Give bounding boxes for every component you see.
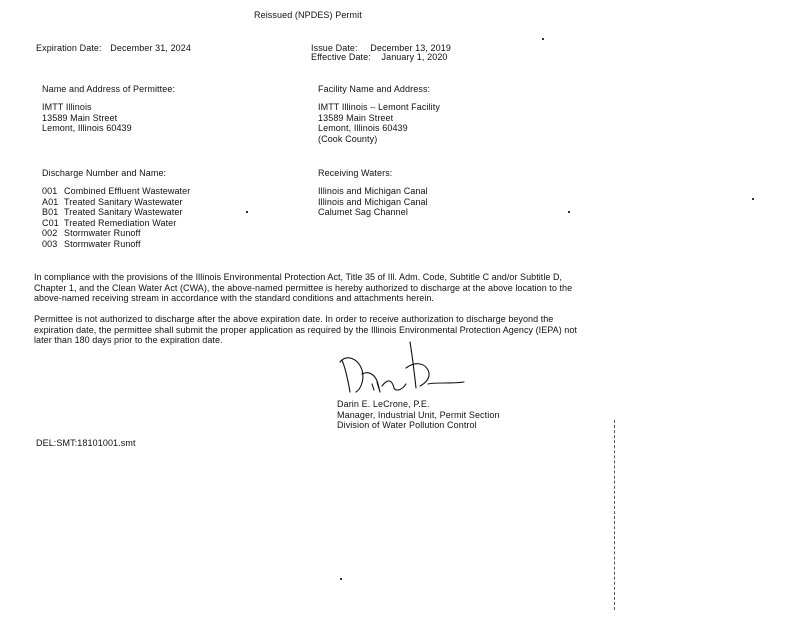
expiry-line: Permittee is not authorized to discharge after the above expiration date. In order to receive authorization to discharge beyond the xyxy=(34,314,554,324)
receiving-water: Illinois and Michigan Canal xyxy=(318,186,428,196)
compliance-line: above-named receiving stream in accordance with the standard conditions and attachments herein. xyxy=(34,293,434,303)
discharge-heading: Discharge Number and Name: xyxy=(42,168,167,178)
signatory-division: Division of Water Pollution Control xyxy=(337,420,477,430)
expiration-label: Expiration Date: xyxy=(36,43,102,53)
expiration-value: December 31, 2024 xyxy=(110,43,191,53)
signatory-name: Darin E. LeCrone, P.E. xyxy=(337,399,430,409)
discharge-row xyxy=(42,218,190,229)
expiry-paragraph xyxy=(34,314,577,346)
expiry-line: later than 180 days prior to the expiration date. xyxy=(34,335,223,345)
discharge-code: 002 xyxy=(42,228,58,238)
scan-speck xyxy=(340,578,342,580)
scan-speck xyxy=(752,198,754,200)
permittee-address xyxy=(42,102,132,134)
permittee-heading: Name and Address of Permittee: xyxy=(42,84,176,94)
discharge-code: 003 xyxy=(42,238,58,249)
receiving-list xyxy=(318,186,428,218)
expiry-line: expiration date, the permittee shall submit the proper application as required by the Illinois Environmental Protection Agency (IEPA) not xyxy=(34,324,577,335)
compliance-line: Chapter 1, and the Clean Water Act (CWA), the above-named permittee is hereby authorized to discharge at the above location to the xyxy=(34,282,573,293)
discharge-name: Stormwater Runoff xyxy=(64,228,141,238)
effective-date xyxy=(311,52,448,63)
facility-heading: Facility Name and Address: xyxy=(318,84,431,94)
discharge-name: Treated Remediation Water xyxy=(64,217,177,228)
issue-label: Issue Date: xyxy=(311,43,358,53)
permittee-line: 13589 Main Street xyxy=(42,112,118,123)
discharge-code: C01 xyxy=(42,217,59,228)
discharge-row xyxy=(42,197,190,208)
receiving-water: Calumet Sag Channel xyxy=(318,207,408,217)
signature-image xyxy=(332,340,482,396)
reference-code: DEL:SMT:18101001.smt xyxy=(36,438,136,448)
scan-speck xyxy=(542,38,544,40)
facility-address xyxy=(318,102,440,144)
document-title: Reissued (NPDES) Permit xyxy=(254,10,362,20)
compliance-line: In compliance with the provisions of the Illinois Environmental Protection Act, Title 35 of Ill. Adm. Code, Subtitle C and/or Subtitle D, xyxy=(34,272,563,282)
expiration-date xyxy=(36,43,191,54)
discharge-list xyxy=(42,186,190,249)
discharge-code: 001 xyxy=(42,186,58,196)
facility-line: (Cook County) xyxy=(318,133,378,144)
discharge-code: B01 xyxy=(42,207,59,217)
discharge-name: Treated Sanitary Wastewater xyxy=(64,207,183,217)
discharge-name: Stormwater Runoff xyxy=(64,238,141,249)
discharge-row xyxy=(42,207,190,218)
compliance-paragraph xyxy=(34,272,572,304)
discharge-row xyxy=(42,186,190,197)
discharge-name: Combined Effluent Wastewater xyxy=(64,186,191,196)
receiving-water: Illinois and Michigan Canal xyxy=(318,196,428,207)
discharge-code: A01 xyxy=(42,196,59,207)
signatory-block xyxy=(337,399,500,431)
discharge-name: Treated Sanitary Wastewater xyxy=(64,196,183,207)
signatory-title: Manager, Industrial Unit, Permit Section xyxy=(337,409,500,420)
effective-label: Effective Date: xyxy=(311,52,371,62)
discharge-row xyxy=(42,228,190,239)
facility-line: IMTT Illinois – Lemont Facility xyxy=(318,102,440,112)
permittee-line: IMTT Illinois xyxy=(42,102,92,112)
page-edge-line xyxy=(614,420,615,610)
scan-speck xyxy=(568,211,570,213)
facility-line: Lemont, Illinois 60439 xyxy=(318,123,408,133)
discharge-row xyxy=(42,239,190,250)
scan-speck xyxy=(246,211,248,213)
permittee-line: Lemont, Illinois 60439 xyxy=(42,123,132,133)
effective-value: January 1, 2020 xyxy=(381,52,448,62)
receiving-heading: Receiving Waters: xyxy=(318,168,393,178)
issue-value: December 13, 2019 xyxy=(370,43,451,53)
facility-line: 13589 Main Street xyxy=(318,112,394,123)
